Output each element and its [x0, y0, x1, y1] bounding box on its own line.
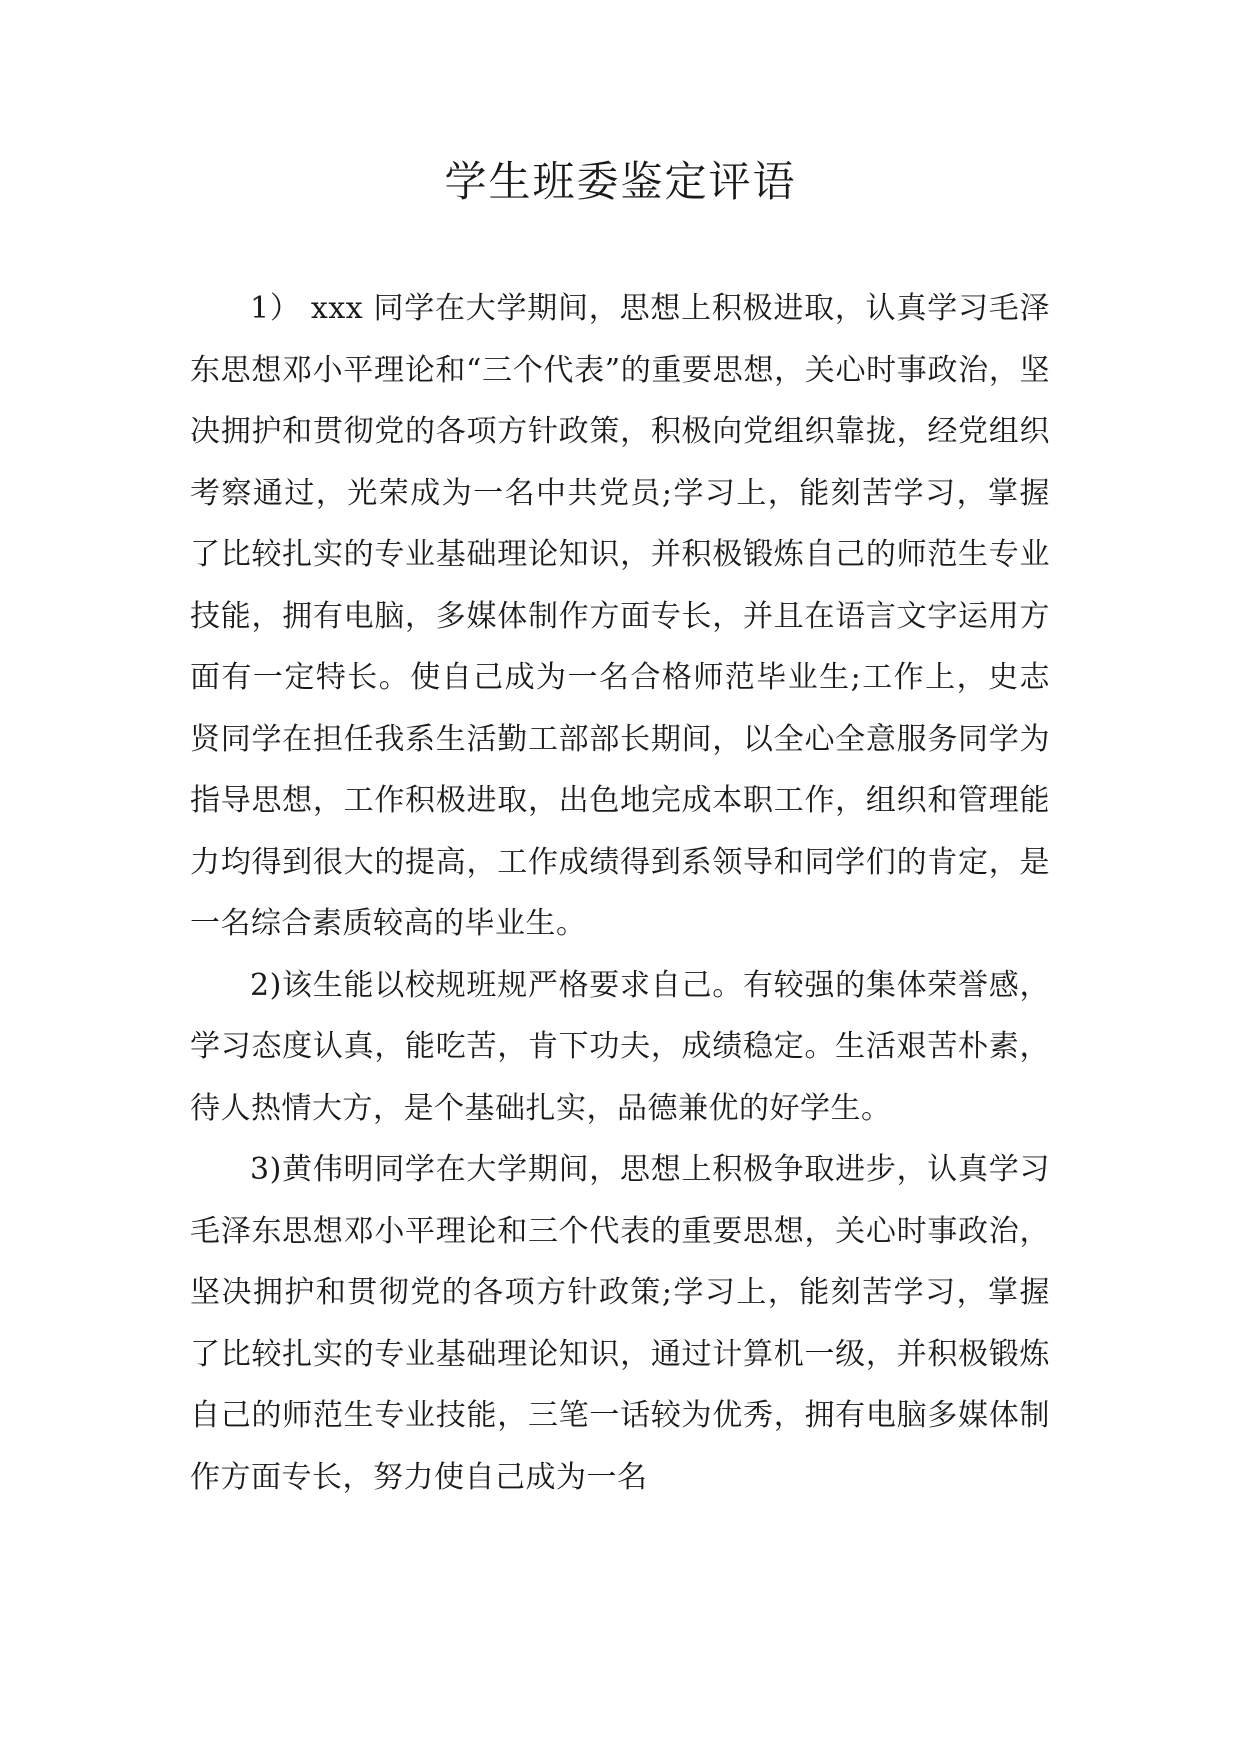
document-title: 学生班委鉴定评语	[444, 157, 797, 206]
paragraph-1: 1） xxx 同学在大学期间，思想上积极进取，认真学习毛泽东思想邓小平理论和“三个代表”的重要思想，关心时事政治，坚决拥护和贯彻党的各项方针政策，积极向党组织靠拢，经党组织考察通过，光荣成为一名中共党员;学习上，能刻苦学习，掌握了比较扎实的专业基础理论知识，并积极锻炼自己的师范生专业技能，拥有电脑，多媒体制作方面专长，并且在语言文字运用方面有一定特长。使自己成为一名合格师范毕业生;工作上，史志贤同学在担任我系生活勤工部部长期间，以全心全意服务同学为指导思想，工作积极进取，出色地完成本职工作，组织和管理能力均得到很大的提高，工作成绩得到系领导和同学们的肯定，是一名综合素质较高的毕业生。	[190, 291, 1050, 941]
paragraph-2: 2)该生能以校规班规严格要求自己。有较强的集体荣誉感，学习态度认真，能吃苦，肯下功夫，成绩稳定。生活艰苦朴素，待人热情大方，是个基础扎实，品德兼优的好学生。	[190, 967, 1050, 1126]
paragraph-3: 3)黄伟明同学在大学期间，思想上积极争取进步，认真学习毛泽东思想邓小平理论和三个代表的重要思想，关心时事政治，坚决拥护和贯彻党的各项方针政策;学习上，能刻苦学习，掌握了比较扎实的专业基础理论知识，通过计算机一级，并积极锻炼自己的师范生专业技能，三笔一话较为优秀，拥有电脑多媒体制作方面专长，努力使自己成为一名	[190, 1152, 1050, 1495]
document-body	[190, 278, 1050, 1508]
